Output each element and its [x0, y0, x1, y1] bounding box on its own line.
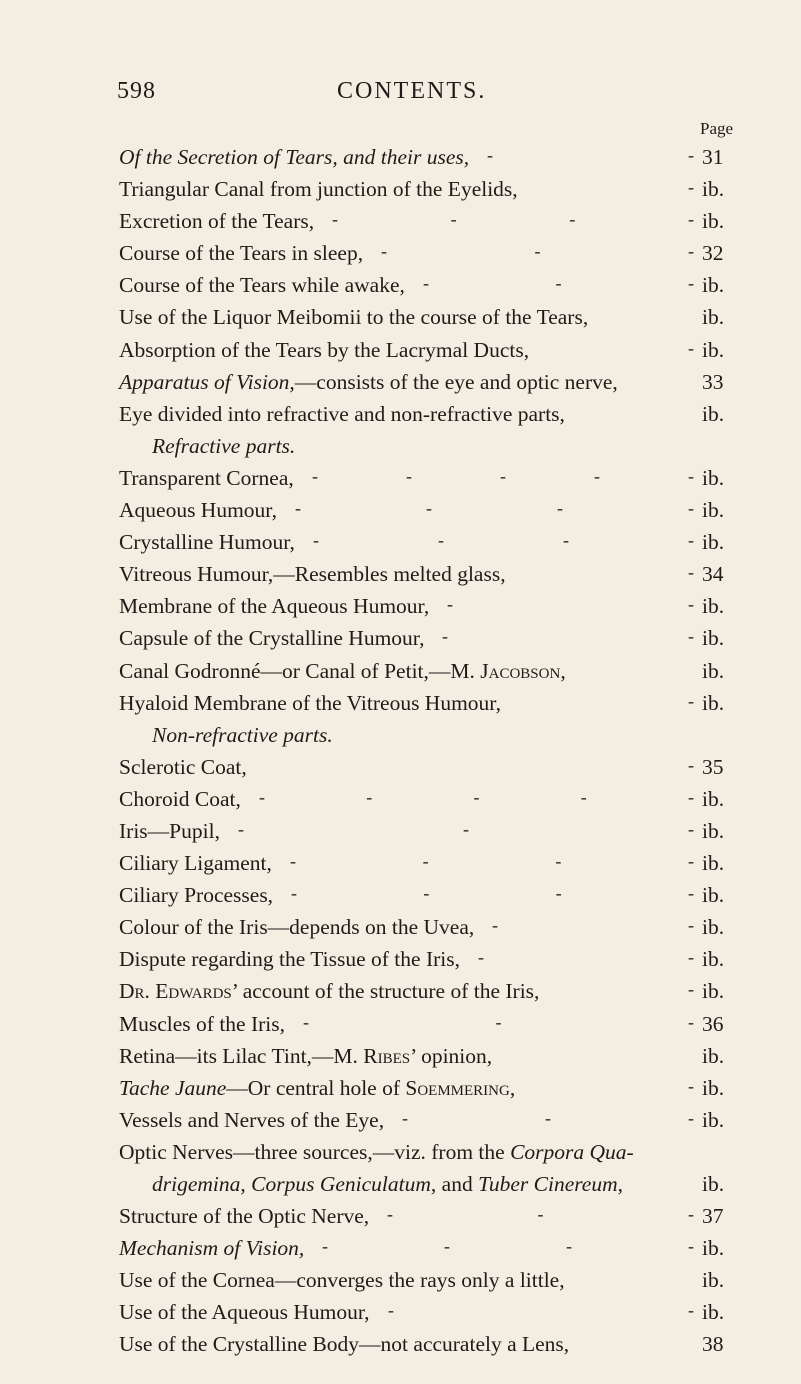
section-heading: [0, 430, 801, 462]
leader-dash: -: [423, 883, 430, 904]
contents-list: [0, 141, 801, 1361]
leader-dashes: [0, 911, 801, 943]
entry-title: [119, 301, 588, 333]
entry-page: 32: [702, 241, 724, 266]
entry-page: ib.: [702, 305, 725, 330]
entry-title: [119, 655, 566, 687]
entry-page: ib.: [702, 1236, 725, 1261]
contents-entry: [0, 558, 801, 590]
leader-dash: -: [688, 594, 694, 615]
contents-entry: [0, 622, 801, 654]
leader-dash: -: [444, 1236, 450, 1257]
entry-title: [119, 1264, 565, 1296]
entry-title-part: Corpora Qua-: [510, 1139, 634, 1164]
leader-dashes: [0, 269, 801, 301]
entry-title-part: Jacobson: [480, 658, 561, 683]
leader-dash: -: [688, 979, 694, 1000]
entry-title: [119, 1040, 492, 1072]
entry-page: ib.: [702, 209, 725, 234]
leader-dashes: [0, 173, 801, 205]
entry-page: ib.: [702, 337, 725, 362]
entry-page: 36: [702, 1011, 724, 1036]
leader-dash: -: [688, 1300, 694, 1321]
leader-dashes: [0, 815, 801, 847]
leader-dash: -: [463, 818, 469, 839]
leader-dash: -: [478, 947, 484, 968]
contents-entry: [0, 783, 801, 815]
contents-entry: [0, 847, 801, 879]
contents-entry: [0, 751, 801, 783]
leader-dash: -: [238, 818, 244, 839]
entry-title-part: Optic Nerves—three sources,—viz. from the: [119, 1139, 511, 1164]
contents-entry: [0, 687, 801, 719]
entry-title-part: Dr. Edwards: [119, 979, 232, 1004]
leader-dashes: [0, 141, 801, 173]
contents-entry: [0, 590, 801, 622]
leader-dash: -: [545, 1107, 551, 1128]
leader-dash: -: [688, 947, 694, 968]
entry-title-part: Use of the Cornea—converges the rays only a little,: [119, 1268, 565, 1293]
entry-title-part: Vessels and Nerves of the Eye,: [119, 1107, 385, 1132]
entry-title: [119, 398, 565, 430]
entry-title-part: drigemina: [152, 1172, 241, 1196]
contents-entry: [0, 1264, 801, 1296]
entry-page: 34: [702, 562, 724, 587]
leader-dash: -: [688, 883, 694, 904]
leader-dash: -: [402, 1107, 408, 1128]
leader-dash: -: [423, 273, 429, 294]
entry-title-part: Sclerotic Coat,: [119, 754, 247, 779]
entry-page: ib.: [702, 177, 725, 202]
leader-dash: -: [688, 1107, 694, 1128]
entry-title-part: Aqueous Humour,: [119, 498, 277, 523]
leader-dash: -: [688, 530, 694, 551]
leader-dashes: [0, 237, 801, 269]
leader-dashes: [0, 783, 801, 815]
entry-title-part: ,: [560, 658, 566, 683]
leader-dash: -: [259, 786, 265, 807]
entry-title-part: Transparent Cornea,: [119, 465, 294, 490]
leader-dash: -: [290, 851, 296, 872]
entry-page: ib.: [702, 915, 725, 940]
entry-title-part: Dispute regarding the Tissue of the Iris,: [119, 947, 460, 972]
entry-title-part: Tuber Cinereum: [478, 1172, 618, 1196]
entry-title-part: Capsule of the Crystalline Humour,: [119, 626, 425, 651]
contents-entry: [0, 1072, 801, 1104]
leader-dash: -: [473, 786, 480, 807]
entry-title-part: Membrane of the Aqueous Humour,: [119, 594, 430, 619]
entry-title: [152, 719, 333, 751]
leader-dash: -: [303, 1011, 309, 1032]
leader-dash: -: [332, 209, 338, 230]
entry-title-part: Corpus Geniculatum: [251, 1172, 431, 1196]
entry-page: ib.: [702, 1043, 725, 1068]
contents-entry: [0, 815, 801, 847]
leader-dash: -: [426, 498, 432, 519]
entry-title-part: Use of the Aqueous Humour,: [119, 1300, 370, 1325]
leader-dashes: [0, 1072, 801, 1104]
entry-title-part: —Or central hole of: [226, 1075, 406, 1100]
entry-title-part: Use of the Crystalline Body—not accurately a Lens,: [119, 1332, 570, 1357]
leader-dashes: [0, 494, 801, 526]
leader-dash: -: [322, 1236, 328, 1257]
entry-title-part: Use of the Liquor Meibomii to the course of the Tears,: [119, 305, 589, 330]
leader-dash: -: [295, 498, 301, 519]
leader-dash: -: [688, 562, 694, 583]
leader-dash: -: [555, 273, 562, 294]
entry-title-part: Refractive parts.: [152, 433, 296, 458]
entry-page: ib.: [702, 690, 725, 715]
leader-dashes: [0, 462, 801, 494]
leader-dash: -: [688, 273, 694, 294]
page-column-label: Page: [700, 119, 734, 138]
leader-dashes: [0, 1104, 801, 1136]
entry-title-part: ,: [509, 1075, 516, 1100]
entry-title-part: Course of the Tears in sleep,: [119, 241, 364, 266]
leader-dashes: [0, 590, 801, 622]
contents-entry: [0, 237, 801, 269]
entry-title-part: Choroid Coat,: [119, 786, 241, 811]
leader-dash: -: [688, 851, 694, 872]
leader-dashes: [0, 879, 801, 911]
entry-title-part: , and: [430, 1172, 479, 1196]
entry-title-part: Eye divided into refractive and non-refractive parts,: [119, 401, 565, 426]
entry-title-part: Colour of the Iris—depends on the Uvea,: [119, 915, 475, 940]
leader-dash: -: [688, 754, 694, 775]
leader-dash: -: [534, 241, 541, 262]
entry-page: ib.: [702, 498, 725, 523]
entry-page: ib.: [702, 979, 725, 1004]
contents-entry: [0, 1008, 801, 1040]
entry-page: ib.: [702, 401, 725, 426]
entry-page: ib.: [702, 818, 725, 843]
leader-dashes: [0, 847, 801, 879]
entry-page: ib.: [702, 1107, 725, 1132]
contents-entry: [0, 655, 801, 687]
contents-entry: [0, 1200, 801, 1232]
entry-title-part: Ciliary Processes,: [119, 883, 274, 908]
contents-entry: [0, 462, 801, 494]
entry-title-part: Crystalline Humour,: [119, 530, 295, 555]
entry-page: ib.: [702, 947, 725, 972]
leader-dash: -: [688, 465, 694, 486]
entry-page: 31: [702, 145, 724, 169]
entry-title-part: Absorption of the Tears by the Lacrymal Ducts,: [119, 337, 530, 362]
entry-title-part: Mechanism of Vision,: [119, 1236, 305, 1261]
leader-dash: -: [492, 915, 498, 936]
leader-dash: -: [688, 1011, 694, 1032]
contents-entry: [0, 1168, 801, 1200]
contents-entry: [0, 366, 801, 398]
entry-title-part: Hyaloid Membrane of the Vitreous Humour,: [119, 690, 501, 715]
leader-dash: -: [688, 786, 694, 807]
page-title: CONTENTS.: [337, 78, 487, 104]
leader-dash: -: [555, 883, 562, 904]
contents-entry: [0, 1296, 801, 1328]
leader-dash: -: [594, 465, 600, 486]
entry-page: ib.: [702, 273, 725, 298]
section-heading: [0, 719, 801, 751]
entry-page: ib.: [702, 1172, 725, 1196]
entry-page: 38: [702, 1332, 724, 1357]
contents-entry: [0, 1040, 801, 1072]
contents-entry: [0, 911, 801, 943]
leader-dash: -: [688, 690, 694, 711]
entry-title-part: Excretion of the Tears,: [119, 209, 315, 234]
leader-dashes: [0, 622, 801, 654]
leader-dash: -: [688, 1075, 694, 1096]
leader-dash: -: [313, 530, 319, 551]
entry-page: ib.: [702, 851, 725, 876]
entry-title-part: Triangular Canal from junction of the Eyelids,: [119, 177, 518, 202]
leader-dashes: [0, 558, 801, 590]
page-number: 598: [117, 78, 156, 104]
entry-title: [119, 366, 618, 398]
entry-page: ib.: [702, 883, 725, 908]
leader-dashes: [0, 687, 801, 719]
entry-title-part: ,: [617, 1172, 624, 1196]
entry-page: ib.: [702, 626, 725, 651]
entry-title-part: —consists of the eye and optic nerve,: [294, 369, 618, 394]
entry-page: 35: [702, 754, 724, 779]
contents-entry: [0, 1104, 801, 1136]
entry-title: [119, 1136, 634, 1168]
contents-entry: [0, 173, 801, 205]
leader-dash: -: [500, 465, 506, 486]
entry-title-part: Apparatus of Vision,: [119, 369, 295, 394]
entry-title-part: Muscles of the Iris,: [119, 1011, 285, 1036]
leader-dash: -: [688, 498, 694, 519]
entry-page: ib.: [702, 465, 725, 490]
leader-dashes: [0, 1232, 801, 1264]
leader-dash: -: [688, 209, 694, 230]
entry-page: ib.: [702, 1268, 725, 1293]
entry-title-part: Canal Godronné—or Canal of Petit,—M.: [119, 658, 481, 683]
leader-dash: -: [688, 1236, 694, 1257]
contents-entry: [0, 1232, 801, 1264]
entry-page: ib.: [702, 1075, 725, 1100]
leader-dash: -: [381, 241, 387, 262]
leader-dash: -: [688, 145, 694, 165]
leader-dash: -: [557, 498, 563, 519]
entry-page: 37: [702, 1204, 724, 1229]
entry-title-part: ’ opinion,: [410, 1043, 493, 1068]
entry-title-part: ’ account of the structure of the Iris,: [231, 979, 540, 1004]
entry-title-part: Iris—Pupil,: [119, 818, 220, 843]
entry-title: [119, 1328, 569, 1360]
leader-dashes: [0, 205, 801, 237]
entry-page: ib.: [702, 786, 725, 811]
entry-title-part: ,: [240, 1172, 252, 1196]
entry-title-part: Non-refractive parts.: [152, 722, 333, 747]
leader-dash: -: [406, 465, 412, 486]
leader-dash: -: [566, 1236, 572, 1257]
running-header: [0, 78, 801, 114]
contents-entry: [0, 205, 801, 237]
leader-dash: -: [688, 177, 694, 198]
leader-dashes: [0, 751, 801, 783]
leader-dash: -: [487, 145, 493, 165]
leader-dash: -: [555, 851, 562, 872]
leader-dashes: [0, 334, 801, 366]
leader-dash: -: [688, 626, 694, 647]
leader-dash: -: [388, 1300, 394, 1321]
entry-title-part: Structure of the Optic Nerve,: [119, 1204, 370, 1229]
leader-dash: -: [442, 626, 448, 647]
leader-dash: -: [688, 1204, 694, 1225]
leader-dash: -: [291, 883, 297, 904]
leader-dashes: [0, 526, 801, 558]
leader-dash: -: [688, 337, 694, 358]
leader-dash: -: [537, 1204, 544, 1225]
entry-page: ib.: [702, 1300, 725, 1325]
entry-title: [152, 430, 295, 462]
entry-title-part: Of the Secretion of Tears, and their uses,: [119, 145, 470, 169]
contents-entry: [0, 879, 801, 911]
entry-title-part: Course of the Tears while awake,: [119, 273, 405, 298]
entry-title-part: Vitreous Humour,—Resembles melted glass,: [119, 562, 506, 587]
leader-dashes: [0, 1200, 801, 1232]
entry-title-part: Ciliary Ligament,: [119, 851, 272, 876]
leader-dash: -: [569, 209, 576, 230]
contents-entry: [0, 269, 801, 301]
leader-dash: -: [688, 818, 694, 839]
contents-entry: [0, 334, 801, 366]
contents-entry: [0, 398, 801, 430]
leader-dash: -: [580, 786, 587, 807]
contents-entry: [0, 1328, 801, 1360]
entry-title-part: Retina—its Lilac Tint,—M.: [119, 1043, 364, 1068]
leader-dash: -: [450, 209, 457, 230]
leader-dash: -: [447, 594, 453, 615]
leader-dash: -: [422, 851, 429, 872]
entry-page: 33: [702, 369, 724, 394]
leader-dash: -: [688, 915, 694, 936]
contents-entry: [0, 526, 801, 558]
contents-entry: [0, 1136, 801, 1168]
leader-dash: -: [312, 465, 318, 486]
leader-dash: -: [387, 1204, 393, 1225]
entry-title-part: Soemmering: [405, 1075, 510, 1100]
leader-dash: -: [438, 530, 444, 551]
leader-dash: -: [563, 530, 569, 551]
leader-dash: -: [495, 1011, 502, 1032]
entry-title: [152, 1168, 623, 1200]
leader-dash: -: [688, 241, 694, 262]
contents-entry: [0, 975, 801, 1007]
entry-page: ib.: [702, 530, 725, 555]
entry-page: ib.: [702, 658, 725, 683]
entry-title-part: Ribes: [363, 1043, 411, 1068]
leader-dashes: [0, 1296, 801, 1328]
contents-entry: [0, 141, 801, 173]
entry-title-part: Tache Jaune: [119, 1075, 227, 1100]
contents-entry: [0, 301, 801, 333]
leader-dashes: [0, 1008, 801, 1040]
contents-entry: [0, 494, 801, 526]
leader-dash: -: [366, 786, 373, 807]
leader-dashes: [0, 943, 801, 975]
contents-entry: [0, 943, 801, 975]
entry-page: ib.: [702, 594, 725, 619]
leader-dashes: [0, 975, 801, 1007]
